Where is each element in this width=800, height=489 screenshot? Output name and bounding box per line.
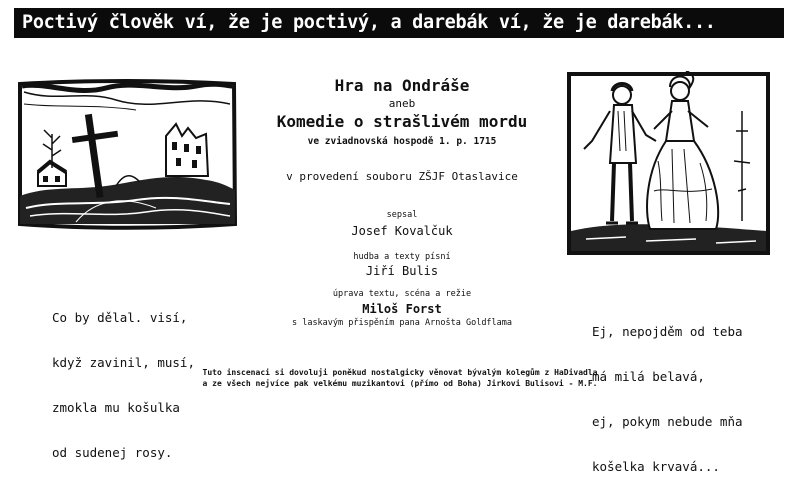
- verse-left-line: od sudenej rosy.: [52, 445, 173, 460]
- motto-text: Poctivý člověk ví, že je poctivý, a darebák ví, že je darebák...: [22, 12, 716, 33]
- motto-banner: [14, 8, 784, 38]
- verse-right: [592, 294, 743, 489]
- couple-woodcut: [566, 71, 771, 256]
- verse-left-line: když zavinil, musí,: [52, 355, 195, 370]
- credit-name-music: Jiří Bulis: [365, 264, 439, 278]
- title-connector: aneb: [388, 97, 416, 110]
- verse-right-line: má milá belavá,: [592, 369, 705, 384]
- verse-right-line: Ej, nepojděm od teba: [592, 324, 743, 339]
- cross-landscape-woodcut: [16, 78, 238, 230]
- venue-line: ve zviadnovská hospodě 1. p. 1715: [307, 136, 497, 147]
- dedication: [150, 367, 650, 389]
- play-subtitle: Komedie o strašlivém mordu: [276, 112, 528, 131]
- credit-role-author: sepsal: [386, 210, 418, 220]
- play-title: Hra na Ondráše: [334, 76, 470, 95]
- credit-name-author: Josef Kovalčuk: [351, 224, 453, 238]
- verse-right-line: košelka krvavá...: [592, 459, 720, 474]
- performance-line: v provedení souboru ZŠJF Otaslavice: [286, 170, 518, 183]
- credit-role-music: hudba a texty písní: [353, 252, 451, 262]
- acknowledgement-line: s laskavým přispěním pana Arnošta Goldflama: [291, 318, 513, 328]
- credit-role-director: úprava textu, scéna a režie: [332, 289, 472, 299]
- dedication-line: a ze všech nejvíce pak velkému muzikantovi (přímo od Boha) Jirkovi Bulisovi - M.F.: [202, 379, 598, 388]
- credit-name-director: Miloš Forst: [362, 302, 442, 316]
- dedication-line: Tuto inscenaci si dovoluji poněkud nostalgicky věnovat bývalým kolegům z HaDivadla: [202, 368, 598, 377]
- verse-right-line: ej, pokym nebude mňa: [592, 414, 743, 429]
- verse-left-line: zmokla mu košulka: [52, 400, 180, 415]
- verse-left-line: Co by dělal. visí,: [52, 310, 188, 325]
